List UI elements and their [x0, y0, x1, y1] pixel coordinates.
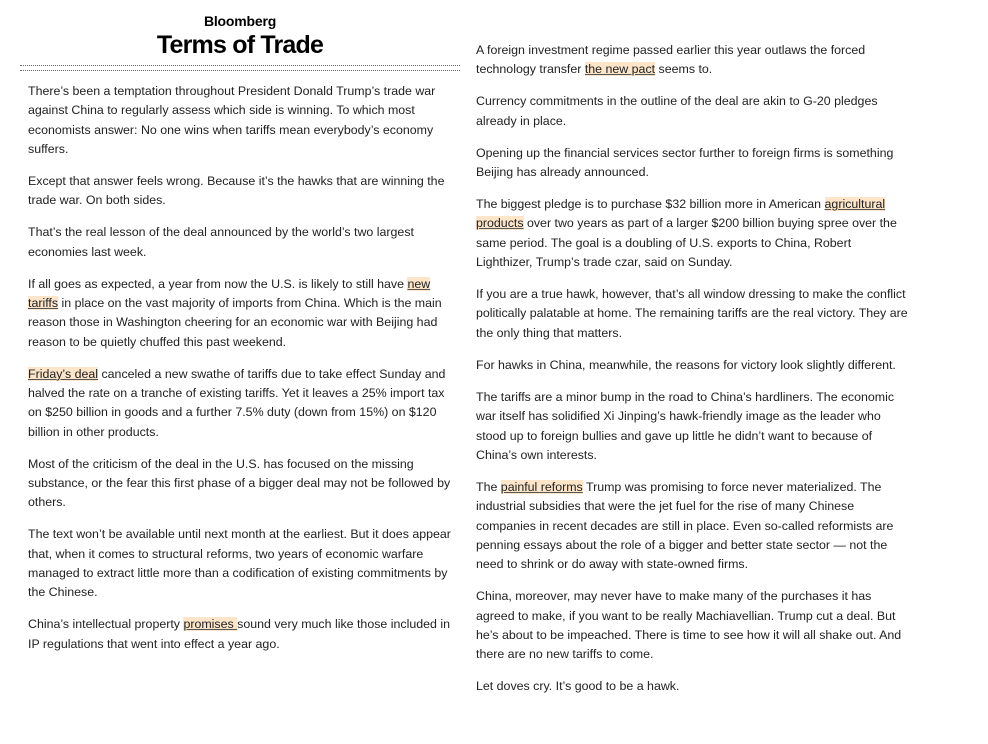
paragraph: That’s the real lesson of the deal announced by the world’s two largest economies last week. — [28, 225, 414, 259]
paragraph: The painful reforms Trump was promising to force never materialized. The industrial subsidies that were the jet fuel for the rise of many Chinese companies in recent decades are still in place. Even so-called reformists are penning essays about the role of a bigger and better state sector — not the need to shrink or do away with state-owned firms. — [476, 479, 894, 572]
paragraph: There’s been a temptation throughout President Donald Trump’s trade war against China to regularly assess which side is winning. To which most economists answer: No one wins when tariffs mean everybody’s economy suffers. — [28, 84, 436, 156]
paragraph: The biggest pledge is to purchase $32 billion more in American agricultural products over two years as part of a larger $200 billion buying spree over the same period. The goal is a doubling of U.S. exports to China, Robert Lighthizer, Trump’s trade czar, said on Sunday. — [476, 197, 897, 270]
masthead — [20, 12, 460, 60]
link-the-new-pact[interactable]: the new pact — [584, 62, 656, 77]
link-agricultural-products[interactable]: agricultural products — [476, 197, 886, 231]
newsletter-title: Terms of Trade — [156, 31, 324, 59]
paragraph: The tariffs are a minor bump in the road to China’s hardliners. The economic war itself has solidified Xi Jinping’s hawk-friendly image as the leader who stood up to foreign bullies and gave up little he didn’t want to because of China’s own interests. — [476, 389, 895, 462]
right-column — [476, 41, 908, 709]
paragraph: China, moreover, may never have to make many of the purchases it has agreed to make, if you want to be really Machiavellian. Trump cut a deal. But he’s about to be impeached. There is time to see how it will all shake out. And there are no new tariffs to come. — [476, 589, 902, 662]
paragraph: For hawks in China, meanwhile, the reasons for victory look slightly different. — [476, 357, 896, 372]
paragraph: If you are a true hawk, however, that’s all window dressing to make the conflict politically palatable at home. The remaining tariffs are the real victory. They are the only thing that matters. — [476, 287, 908, 340]
paragraph: If all goes as expected, a year from now the U.S. is likely to still have new tariffs in place on the vast majority of imports from China. Which is the main reason those in Washington cheering for an economic war with Beijing had reason to be quietly chuffed this past weekend. — [28, 276, 442, 349]
paragraph: A foreign investment regime passed earlier this year outlaws the forced technology transfer the new pact seems to. — [476, 43, 866, 77]
paragraph: The text won’t be available until next month at the earliest. But it does appear that, when it comes to structural reforms, two years of economic warfare managed to extract little more than a codification of existing commitments by the Chinese. — [28, 527, 451, 600]
left-column — [28, 82, 456, 667]
brand-logo: Bloomberg — [203, 13, 277, 29]
paragraph: Friday’s deal canceled a new swathe of tariffs due to take effect Sunday and halved the rate on a tranche of existing tariffs. Yet it leaves a 25% import tax on $250 billion in goods and a further 7.5% duty (down from 15%) on $120 billion in other products. — [28, 366, 446, 439]
paragraph: China’s intellectual property promises sound very much like those included in IP regulations that went into effect a year ago. — [28, 617, 450, 651]
paragraph: Most of the criticism of the deal in the U.S. has focused on the missing substance, or the fear this first phase of a bigger deal may not be followed by others. — [28, 456, 451, 510]
link-painful-reforms[interactable]: painful reforms — [500, 479, 583, 494]
masthead-divider — [20, 65, 460, 71]
paragraph: Except that answer feels wrong. Because it’s the hawks that are winning the trade war. On both sides. — [28, 173, 445, 208]
paragraph: Let doves cry. It’s good to be a hawk. — [476, 679, 680, 694]
link-fridays-deal[interactable]: Friday’s deal — [28, 366, 99, 381]
paragraph: Opening up the financial services sector further to foreign firms is something Beijing has already announced. — [476, 145, 894, 180]
paragraph: Currency commitments in the outline of the deal are akin to G-20 pledges already in place. — [476, 94, 878, 128]
link-promises[interactable]: promises — [183, 617, 238, 632]
link-new-tariffs[interactable]: new tariffs — [28, 276, 431, 311]
